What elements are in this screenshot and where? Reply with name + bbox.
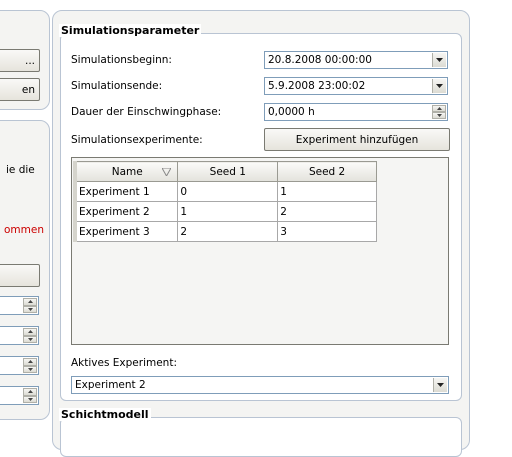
add-experiment-button[interactable] — [264, 128, 450, 151]
left-button-3[interactable] — [0, 264, 40, 287]
active-experiment-select[interactable] — [71, 376, 449, 394]
left-button-1[interactable] — [0, 49, 40, 72]
schicht-group-box — [60, 417, 462, 457]
spin-down-icon[interactable] — [23, 306, 37, 314]
table-cell-seed2[interactable]: 1 — [278, 182, 377, 202]
left-button-1-label: ... — [24, 54, 35, 67]
table-row[interactable] — [75, 202, 377, 222]
table-header-row — [75, 162, 377, 182]
column-header-seed2[interactable]: Seed 2 — [278, 162, 377, 182]
start-datetime-value: 20.8.2008 00:00:00 — [268, 54, 372, 66]
left-button-2-label: en — [21, 83, 35, 96]
left-spin-field-1[interactable] — [0, 296, 39, 315]
experiments-table — [73, 161, 377, 242]
spin-up-icon[interactable] — [23, 388, 37, 396]
end-datetime-value: 5.9.2008 23:00:02 — [268, 80, 366, 92]
table-cell-name[interactable]: Experiment 1 — [75, 182, 178, 202]
spin-control[interactable] — [23, 388, 37, 403]
spin-control[interactable] — [23, 358, 37, 373]
spin-control[interactable] — [23, 328, 37, 343]
table-row[interactable] — [75, 182, 377, 202]
schicht-section-title: Schichtmodell — [61, 408, 149, 421]
left-error-fragment: ommen — [4, 224, 44, 236]
active-experiment-value: Experiment 2 — [75, 379, 146, 391]
warmup-spin-control[interactable] — [432, 105, 446, 119]
column-header-seed1[interactable]: Seed 1 — [178, 162, 278, 182]
left-spin-field-3[interactable] — [0, 356, 39, 375]
experiments-label: Simulationsexperimente: — [71, 134, 203, 146]
table-cell-name[interactable]: Experiment 2 — [75, 202, 178, 222]
end-datetime-field[interactable] — [264, 77, 448, 95]
spin-down-icon[interactable] — [23, 366, 37, 374]
left-spin-field-4[interactable] — [0, 386, 39, 405]
table-cell-seed2[interactable]: 3 — [278, 222, 377, 242]
table-cell-seed1[interactable]: 1 — [178, 202, 278, 222]
end-label: Simulationsende: — [71, 80, 163, 92]
spin-up-icon[interactable] — [23, 358, 37, 366]
table-cell-seed1[interactable]: 2 — [178, 222, 278, 242]
warmup-label: Dauer der Einschwingphase: — [71, 106, 222, 118]
table-cell-seed2[interactable]: 2 — [278, 202, 377, 222]
left-text-fragment: ie die — [6, 164, 35, 176]
table-cell-seed1[interactable]: 0 — [178, 182, 278, 202]
add-experiment-label: Experiment hinzufügen — [295, 133, 419, 146]
left-spin-field-2[interactable] — [0, 326, 39, 345]
spin-up-icon[interactable] — [23, 298, 37, 306]
spin-down-icon[interactable] — [23, 396, 37, 404]
active-experiment-label: Aktives Experiment: — [71, 357, 177, 369]
warmup-duration-value: 0,0000 h — [268, 106, 315, 118]
start-label: Simulationsbeginn: — [71, 54, 172, 66]
table-row[interactable] — [75, 222, 377, 242]
chevron-down-icon[interactable] — [432, 79, 446, 93]
spin-control[interactable] — [23, 298, 37, 313]
left-button-2[interactable] — [0, 78, 40, 101]
spin-down-icon[interactable] — [23, 336, 37, 344]
table-cell-name[interactable]: Experiment 3 — [75, 222, 178, 242]
spin-down-icon[interactable] — [432, 112, 446, 119]
spin-up-icon[interactable] — [432, 105, 446, 112]
warmup-duration-field[interactable] — [264, 103, 448, 121]
sim-section-title: Simulationsparameter — [61, 24, 200, 37]
start-datetime-field[interactable] — [264, 51, 448, 69]
chevron-down-icon[interactable] — [433, 378, 447, 392]
chevron-down-icon[interactable] — [432, 53, 446, 67]
spin-up-icon[interactable] — [23, 328, 37, 336]
sort-indicator-icon — [162, 168, 171, 176]
column-header-name[interactable]: Name — [75, 162, 178, 182]
